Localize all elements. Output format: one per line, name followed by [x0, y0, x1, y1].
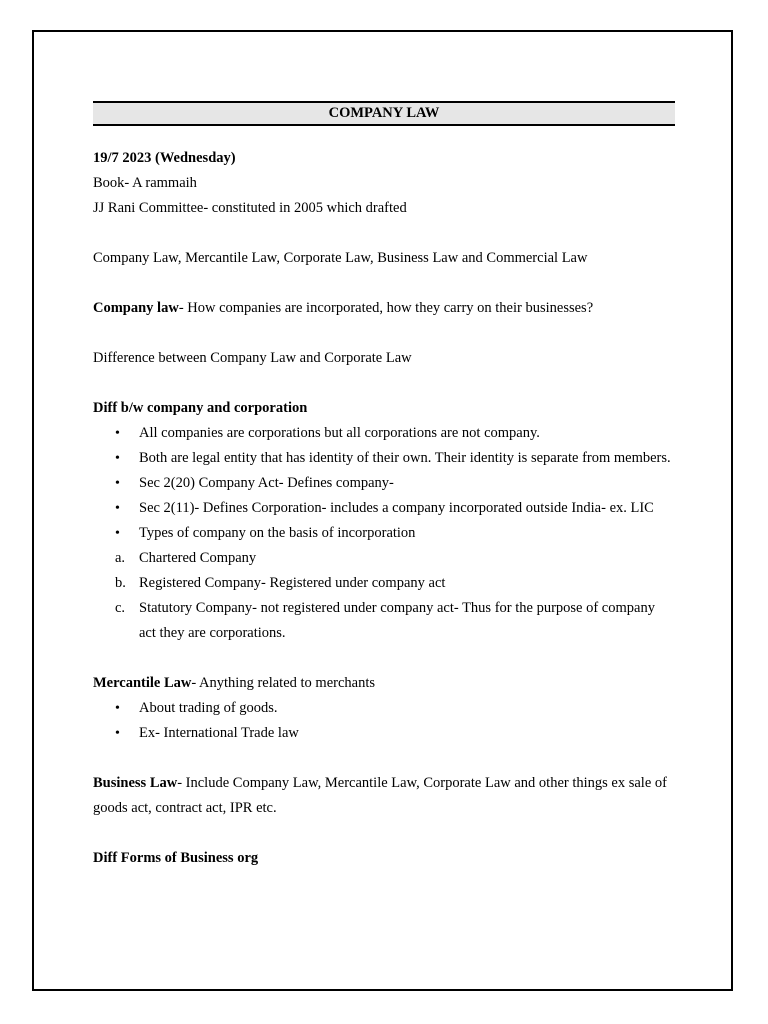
list-item: [93, 721, 675, 746]
mercantile-law-term: Mercantile Law: [93, 675, 192, 691]
diff-bullet-list: [93, 421, 675, 546]
bullet-icon: •: [115, 701, 120, 716]
forms-heading: Diff Forms of Business org: [93, 850, 259, 866]
list-item: [93, 421, 675, 446]
bullet-icon: •: [115, 476, 120, 491]
document-title: COMPANY LAW: [93, 101, 675, 126]
company-types-list: [93, 546, 675, 646]
committee-line: JJ Rani Committee- constituted in 2005 which drafted: [93, 200, 407, 216]
list-item: [93, 496, 675, 521]
company-law-term: Company law: [93, 300, 179, 316]
book-line: Book- A rammaih: [93, 175, 197, 191]
list-item-text: Sec 2(11)- Defines Corporation- includes a company incorporated outside India- ex. LIC: [139, 500, 654, 516]
list-marker: a.: [115, 550, 126, 566]
business-law-term: Business Law: [93, 775, 178, 791]
bullet-icon: •: [115, 426, 120, 441]
list-item: [93, 471, 675, 496]
list-item: [93, 446, 675, 471]
list-item: [93, 546, 675, 571]
list-item: [93, 571, 675, 596]
diff-heading: Diff b/w company and corporation: [93, 400, 308, 416]
list-item: [93, 521, 675, 546]
list-marker: c.: [115, 600, 126, 616]
mercantile-bullet-list: [93, 696, 675, 746]
business-law-definition: - Include Company Law, Mercantile Law, Corporate Law and other things ex sale of goods act, contract act, IPR etc.: [93, 775, 667, 816]
mercantile-law-definition: - Anything related to merchants: [191, 675, 376, 691]
list-item-text: Types of company on the basis of incorporation: [139, 525, 416, 541]
list-item-text: Sec 2(20) Company Act- Defines company-: [139, 475, 394, 491]
date-line: 19/7 2023 (Wednesday): [93, 150, 236, 166]
bullet-icon: •: [115, 726, 120, 741]
list-item: [93, 696, 675, 721]
list-item-text: Statutory Company- not registered under company act- Thus for the purpose of company act they are corporations.: [139, 600, 655, 641]
laws-list-line: Company Law, Mercantile Law, Corporate Law, Business Law and Commercial Law: [93, 250, 588, 266]
list-item-text: Registered Company- Registered under company act: [139, 575, 446, 591]
business-law-paragraph: [93, 771, 675, 821]
list-marker: b.: [115, 575, 126, 591]
company-law-definition: - How companies are incorporated, how they carry on their businesses?: [178, 300, 594, 316]
list-item-text: About trading of goods.: [139, 700, 278, 716]
document-body: [93, 101, 675, 871]
bullet-icon: •: [115, 501, 120, 516]
bullet-icon: •: [115, 451, 120, 466]
bullet-icon: •: [115, 526, 120, 541]
company-law-paragraph: [93, 296, 675, 321]
list-item-text: All companies are corporations but all corporations are not company.: [139, 425, 540, 441]
list-item-text: Ex- International Trade law: [139, 725, 299, 741]
list-item-text: Chartered Company: [139, 550, 257, 566]
list-item: [93, 596, 675, 646]
list-item-text: Both are legal entity that has identity of their own. Their identity is separate from members.: [139, 450, 671, 466]
difference-line: Difference between Company Law and Corporate Law: [93, 350, 412, 366]
mercantile-law-paragraph: [93, 671, 675, 696]
